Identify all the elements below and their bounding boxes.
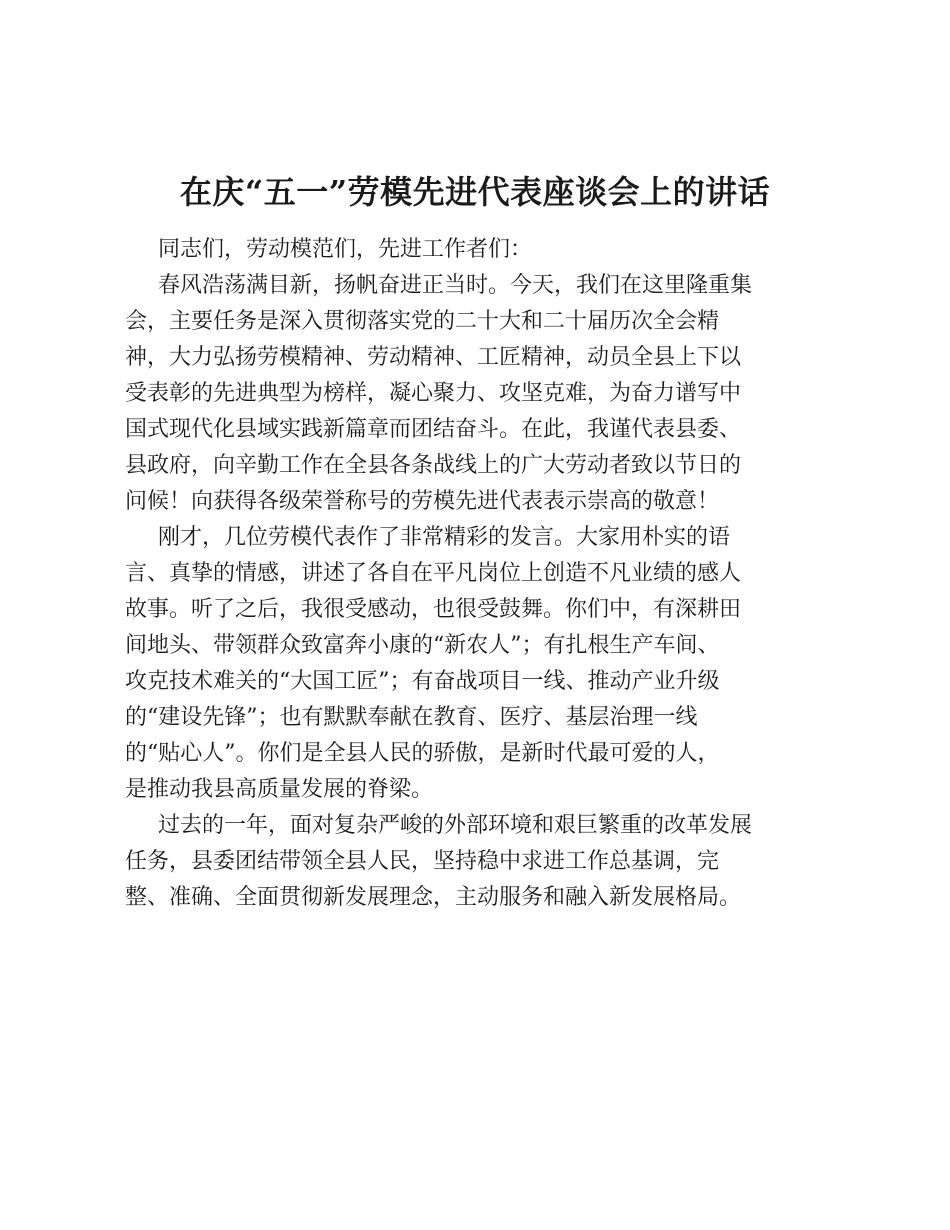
text-line: 神，大力弘扬劳模精神、劳动精神、工匠精神，动员全县上下以: [125, 345, 742, 370]
text-line: 问候！向获得各级荣誉称号的劳模先进代表表示崇高的敬意！: [125, 489, 720, 514]
text-line: 会，主要任务是深入贯彻落实党的二十大和二十届历次全会精: [125, 309, 720, 334]
text-line: 攻克技术难关的“大国工匠”；有奋战项目一线、推动产业升级: [125, 669, 720, 694]
text-line: 同志们，劳动模范们，先进工作者们：: [158, 237, 533, 262]
text-line: 任务，县委团结带领全县人民，坚持稳中求进工作总基调，完: [125, 849, 720, 874]
text-line: 过去的一年，面对复杂严峻的外部环境和艰巨繁重的改革发展: [158, 813, 753, 838]
document-title: 在庆“五一”劳模先进代表座谈会上的讲话: [179, 173, 771, 211]
text-line: 受表彰的先进典型为榜样，凝心聚力、攻坚克难，为奋力谱写中: [125, 381, 742, 406]
text-line: 的“建设先锋”；也有默默奉献在教育、医疗、基层治理一线: [125, 705, 698, 730]
text-line: 是推动我县高质量发展的脊梁。: [125, 777, 434, 802]
text-line: 言、真挚的情感，讲述了各自在平凡岗位上创造不凡业绩的感人: [125, 561, 742, 586]
text-line: 整、准确、全面贯彻新发展理念，主动服务和融入新发展格局。: [125, 885, 742, 910]
text-line: 间地头、带领群众致富奔小康的“新农人”；有扎根生产车间、: [125, 633, 720, 658]
text-line: 国式现代化县域实践新篇章而团结奋斗。在此，我谨代表县委、: [125, 417, 742, 442]
text-line: 县政府，向辛勤工作在全县各条战线上的广大劳动者致以节日的: [125, 453, 742, 478]
text-line: 的“贴心人”。你们是全县人民的骄傲，是新时代最可爱的人，: [125, 741, 720, 766]
document-body: [125, 232, 830, 916]
text-line: 刚才，几位劳模代表作了非常精彩的发言。大家用朴实的语: [158, 525, 731, 550]
text-line: 故事。听了之后，我很受感动，也很受鼓舞。你们中，有深耕田: [125, 597, 742, 622]
text-line: 春风浩荡满目新，扬帆奋进正当时。今天，我们在这里隆重集: [158, 273, 753, 298]
